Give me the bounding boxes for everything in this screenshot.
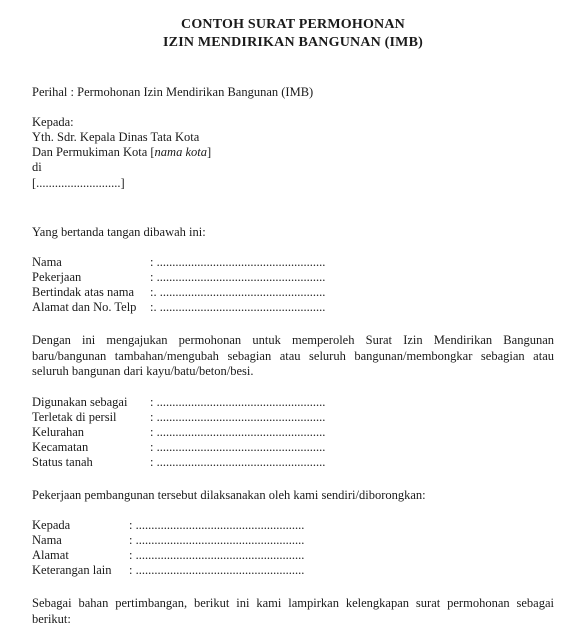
paragraph-line: baru/bangunan tambahan/mengubah sebagian atau seluruh bangunan/membongkar sebagian atau: [32, 348, 554, 363]
field-label: Kepada: [32, 518, 71, 532]
contractor-field-row: [32, 533, 305, 548]
building-field-row: [32, 410, 326, 425]
addressee-line1: Yth. Sdr. Kepala Dinas Tata Kota: [32, 130, 200, 144]
document-title-line1: CONTOH SURAT PERMOHONAN: [181, 17, 405, 32]
place-placeholder: [...........................]: [32, 176, 125, 190]
field-label: Alamat: [32, 548, 69, 562]
field-label: Status tanah: [32, 455, 93, 469]
field-label: Nama: [32, 533, 62, 547]
field-value: : ......................................................: [150, 270, 326, 284]
field-value: : ......................................................: [150, 440, 326, 454]
building-field-row: [32, 455, 326, 470]
kepada-label: Kepada:: [32, 115, 74, 129]
contractor-field-row: [32, 518, 305, 533]
field-label: Kecamatan: [32, 440, 89, 454]
field-value: :. .....................................................: [150, 300, 326, 314]
applicant-field-row: [32, 270, 326, 285]
field-value: : ......................................................: [129, 533, 305, 547]
field-value: : ......................................................: [150, 395, 326, 409]
field-label: Alamat dan No. Telp: [32, 300, 137, 314]
city-name-placeholder: nama kota: [154, 145, 207, 159]
field-label: Terletak di persil: [32, 410, 117, 424]
field-label: Bertindak atas nama: [32, 285, 135, 299]
closing-paragraph: [32, 596, 554, 627]
field-value: : ......................................................: [129, 548, 305, 562]
field-value: : ......................................................: [129, 563, 305, 577]
contractor-field-row: [32, 548, 305, 563]
field-value: : ......................................................: [150, 410, 326, 424]
addressee-line2-suffix: ]: [206, 145, 212, 159]
field-value: :. .....................................................: [150, 285, 326, 299]
request-paragraph: [32, 333, 554, 380]
field-label: Keterangan lain: [32, 563, 112, 577]
field-label: Digunakan sebagai: [32, 395, 128, 409]
execution-sentence: Pekerjaan pembangunan tersebut dilaksanakan oleh kami sendiri/diborongkan:: [32, 488, 426, 502]
field-value: : ......................................................: [150, 425, 326, 439]
applicant-field-row: [32, 300, 326, 315]
paragraph-line: Sebagai bahan pertimbangan, berikut ini kami lampirkan kelengkapan surat permohonan sebagai: [32, 596, 554, 610]
perihal-line: Perihal : Permohonan Izin Mendirikan Bangunan (IMB): [32, 85, 314, 99]
document-title-line2: IZIN MENDIRIKAN BANGUNAN (IMB): [163, 35, 423, 50]
field-label: Kelurahan: [32, 425, 85, 439]
di-line: di: [32, 160, 42, 174]
field-value: : ......................................................: [150, 455, 326, 469]
contractor-field-row: [32, 563, 305, 578]
addressee-line2-prefix: Dan Permukiman Kota [: [32, 145, 155, 159]
intro-line: Yang bertanda tangan dibawah ini:: [32, 225, 206, 239]
applicant-field-row: [32, 255, 326, 270]
field-value: : ......................................................: [129, 518, 305, 532]
paragraph-line: seluruh bangunan dari kayu/batu/beton/besi.: [32, 364, 254, 378]
applicant-field-row: [32, 285, 326, 300]
building-field-row: [32, 440, 326, 455]
building-field-row: [32, 425, 326, 440]
addressee-line2: [32, 145, 211, 160]
paragraph-line: berikut:: [32, 611, 71, 626]
building-field-row: [32, 395, 326, 410]
field-value: : ......................................................: [150, 255, 326, 269]
field-label: Nama: [32, 255, 62, 269]
field-label: Pekerjaan: [32, 270, 82, 284]
paragraph-line: Dengan ini mengajukan permohonan untuk memperoleh Surat Izin Mendirikan Bangunan: [32, 333, 554, 347]
